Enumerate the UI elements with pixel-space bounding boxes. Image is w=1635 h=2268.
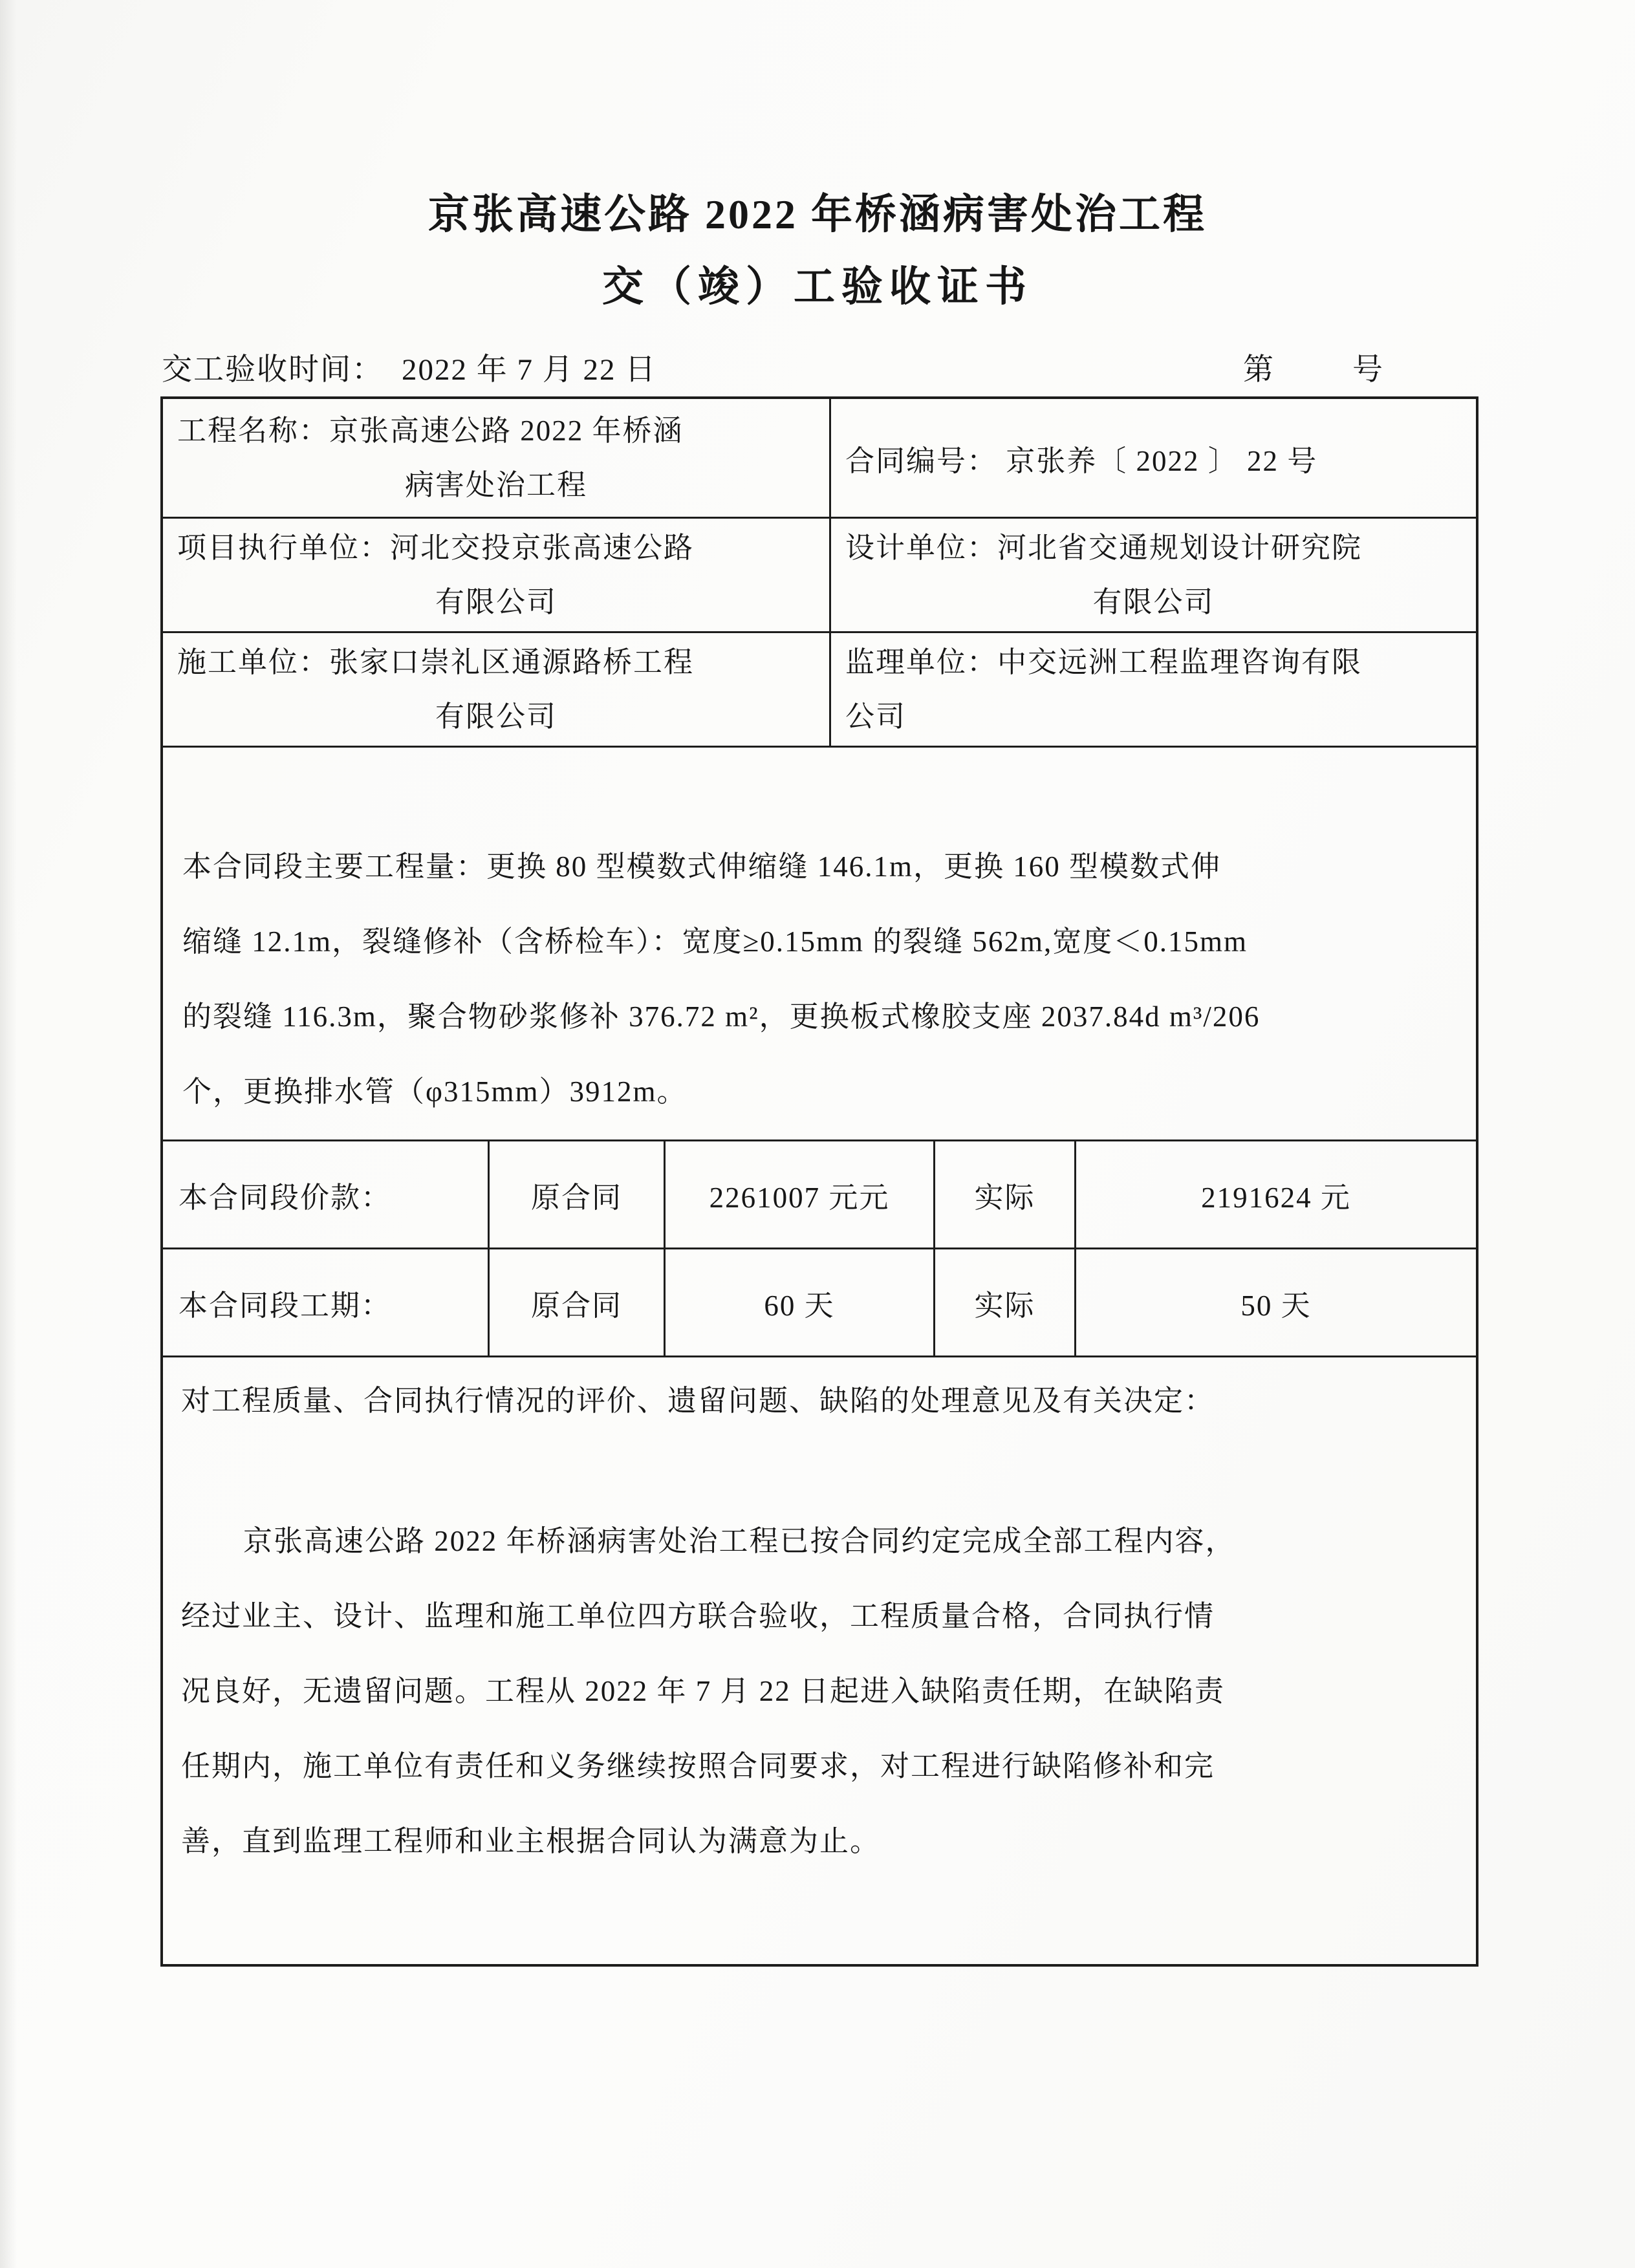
cell-duration-actual-value (1074, 1249, 1476, 1355)
evaluation-line: 善，直到监理工程师和业主根据合同认为满意为止。 (181, 1825, 881, 1857)
cell-duration-label (163, 1249, 488, 1355)
document-title-line2: 交（竣）工验收证书 (602, 264, 1033, 310)
contractor-line1: 施工单位：张家口崇礼区通源路桥工程 (177, 646, 695, 678)
contractor-line2: 有限公司 (435, 700, 558, 733)
duration-original-label: 原合同 (531, 1289, 623, 1322)
supervisor-line2: 公司 (845, 700, 907, 733)
table-row-quantities (163, 746, 1476, 1139)
cell-evaluation (163, 1357, 1476, 1964)
document-number-prefix: 第 (1243, 353, 1275, 387)
price-actual-value: 2191624 元 (1201, 1181, 1351, 1214)
cell-price-label (163, 1141, 488, 1247)
contract-number: 合同编号： 京张养〔 2022 〕 22 号 (845, 444, 1318, 477)
acceptance-time-value: 2022 年 7 月 22 日 (402, 353, 657, 387)
duration-original-value: 60 天 (764, 1289, 835, 1322)
cell-supervisor (829, 633, 1476, 746)
acceptance-time-label: 交工验收时间： (162, 353, 384, 387)
quantities-line: 个，更换排水管（φ315mm）3912m。 (182, 1075, 688, 1108)
acceptance-certificate-table (160, 396, 1478, 1967)
cell-price-actual-label (933, 1141, 1074, 1247)
cell-quantities (163, 748, 1476, 1139)
table-row-contractor-supervisor (163, 631, 1476, 746)
document-title-line1: 京张高速公路 2022 年桥涵病害处治工程 (428, 191, 1207, 237)
cell-duration-original-label (488, 1249, 664, 1355)
table-row-executor-designer (163, 517, 1476, 631)
price-actual-label: 实际 (974, 1181, 1035, 1214)
cell-price-original-value (664, 1141, 933, 1247)
quantities-line: 的裂缝 116.3m，聚合物砂浆修补 376.72 m²，更换板式橡胶支座 2037.84d m³/206 (182, 1000, 1261, 1033)
spacer (181, 1429, 1458, 1504)
designer-line2: 有限公司 (1092, 586, 1215, 618)
executor-line1: 项目执行单位：河北交投京张高速公路 (177, 532, 695, 564)
document-number-suffix: 号 (1352, 353, 1384, 387)
evaluation-line: 任期内，施工单位有责任和义务继续按照合同要求，对工程进行缺陷修补和完 (181, 1750, 1215, 1782)
cell-executor (163, 519, 829, 631)
cell-contractor (163, 633, 829, 746)
cell-project-name (163, 399, 829, 517)
table-row-project-name (163, 399, 1476, 517)
quantities-line: 本合同段主要工程量：更换 80 型模数式伸缩缝 146.1m，更换 160 型模数式伸 (182, 850, 1222, 883)
cell-price-original-label (488, 1141, 664, 1247)
price-label: 本合同段价款： (179, 1181, 392, 1214)
duration-actual-value: 50 天 (1240, 1289, 1312, 1322)
designer-line1: 设计单位：河北省交通规划设计研究院 (845, 532, 1363, 564)
table-row-duration (163, 1247, 1476, 1355)
project-name-line1: 工程名称：京张高速公路 2022 年桥涵 (177, 415, 684, 447)
evaluation-line: 况良好，无遗留问题。工程从 2022 年 7 月 22 日起进入缺陷责任期，在缺陷责 (181, 1675, 1226, 1707)
cell-contract-number (829, 399, 1476, 517)
table-row-price (163, 1139, 1476, 1247)
evaluation-heading: 对工程质量、合同执行情况的评价、遗留问题、缺陷的处理意见及有关决定： (181, 1385, 1215, 1417)
duration-actual-label: 实际 (974, 1289, 1035, 1322)
quantities-line: 缩缝 12.1m，裂缝修补（含桥检车）：宽度≥0.15mm 的裂缝 562m,宽度＜0.15mm (182, 925, 1248, 958)
acceptance-info-line (162, 345, 1475, 389)
price-original-label: 原合同 (531, 1181, 623, 1214)
acceptance-time (162, 345, 656, 389)
cell-price-actual-value (1074, 1141, 1476, 1247)
cell-duration-original-value (664, 1249, 933, 1355)
evaluation-line: 京张高速公路 2022 年桥涵病害处治工程已按合同约定完成全部工程内容， (243, 1525, 1236, 1557)
cell-duration-actual-label (933, 1249, 1074, 1355)
supervisor-line1: 监理单位：中交远洲工程监理咨询有限 (845, 646, 1363, 678)
cell-designer (829, 519, 1476, 631)
executor-line2: 有限公司 (435, 586, 558, 618)
price-original-value: 2261007 元元 (709, 1181, 890, 1214)
evaluation-line: 经过业主、设计、监理和施工单位四方联合验收，工程质量合格，合同执行情 (181, 1600, 1215, 1632)
project-name-line2: 病害处治工程 (405, 469, 588, 501)
table-row-evaluation (163, 1355, 1476, 1964)
duration-label: 本合同段工期： (179, 1289, 392, 1322)
document-number (1243, 345, 1475, 389)
